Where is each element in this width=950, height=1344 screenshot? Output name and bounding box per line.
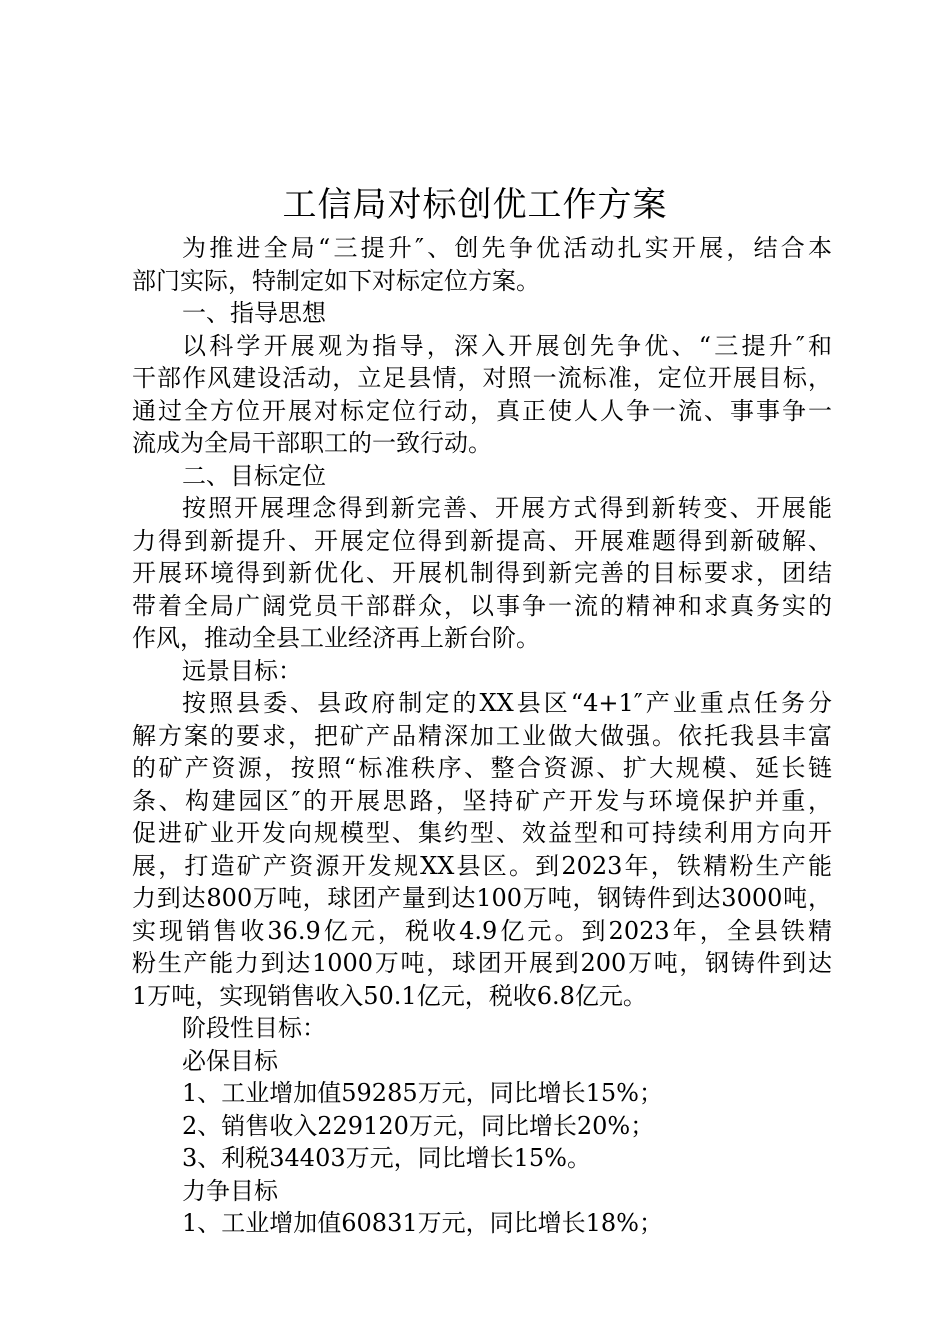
body-line: 带着全局广阔党员干部群众，以事争一流的精神和求真务实的 (132, 591, 832, 620)
document-title: 工信局对标创优工作方案 (282, 185, 668, 225)
body-line: 通过全方位开展对标定位行动，真正使人人争一流、事事争一 (132, 396, 832, 425)
list-item: 2、销售收入229120万元，同比增长20%； (182, 1111, 655, 1140)
section-heading: 一、指导思想 (182, 299, 326, 327)
list-item: 3、利税34403万元，同比增长15%。 (182, 1144, 591, 1172)
subsection-heading: 远景目标： (182, 656, 302, 685)
body-line: 展，打造矿产资源开发规XX县区。到2023年，铁精粉生产能 (132, 851, 832, 880)
body-line: 实现销售收36.9亿元，税收4.9亿元。到2023年，全县铁精 (132, 916, 832, 945)
list-item: 1、工业增加值60831万元，同比增长18%； (182, 1209, 663, 1237)
section-heading: 二、目标定位 (182, 461, 326, 490)
body-line: 力到达800万吨，球团产量到达100万吨，钢铸件到达3000吨， (132, 884, 832, 912)
body-line: 促进矿业开发向规模型、集约型、效益型和可持续利用方向开 (132, 819, 832, 847)
body-line: 干部作风建设活动，立足县情，对照一流标准，定位开展目标， (132, 364, 832, 392)
body-line: 以科学开展观为指导，深入开展创先争优、“三提升″和 (182, 331, 832, 360)
body-line: 力得到新提升、开展定位得到新提高、开展难题得到新破解、 (132, 526, 832, 555)
body-line: 部门实际，特制定如下对标定位方案。 (132, 266, 540, 295)
body-line: 1万吨，实现销售收入50.1亿元，税收6.8亿元。 (132, 981, 647, 1010)
body-line: 的矿产资源，按照“标准秩序、整合资源、扩大规模、延长链 (132, 754, 832, 782)
document-body (132, 232, 832, 1240)
body-line: 按照开展理念得到新完善、开展方式得到新转变、开展能 (182, 494, 832, 522)
body-line: 作风，推动全县工业经济再上新台阶。 (132, 624, 540, 652)
body-line: 开展环境得到新优化、开展机制得到新完善的目标要求，团结 (132, 559, 832, 587)
subsection-heading: 必保目标 (182, 1046, 278, 1075)
body-line: 流成为全局干部职工的一致行动。 (132, 429, 492, 457)
body-line: 按照县委、县政府制定的XX县区“4+1″产业重点任务分 (182, 689, 832, 717)
subsection-heading: 阶段性目标： (182, 1014, 326, 1042)
body-line: 粉生产能力到达1000万吨，球团开展到200万吨，钢铸件到达 (132, 949, 832, 977)
list-item: 1、工业增加值59285万元，同比增长15%； (182, 1079, 663, 1107)
body-line: 解方案的要求，把矿产品精深加工业做大做强。依托我县丰富 (132, 721, 832, 750)
subsection-heading: 力争目标 (182, 1176, 278, 1205)
body-line: 条、构建园区″的开展思路，坚持矿产开发与环境保护并重， (132, 786, 832, 815)
body-line: 为推进全局“三提升″、创先争优活动扎实开展，结合本 (182, 234, 832, 262)
